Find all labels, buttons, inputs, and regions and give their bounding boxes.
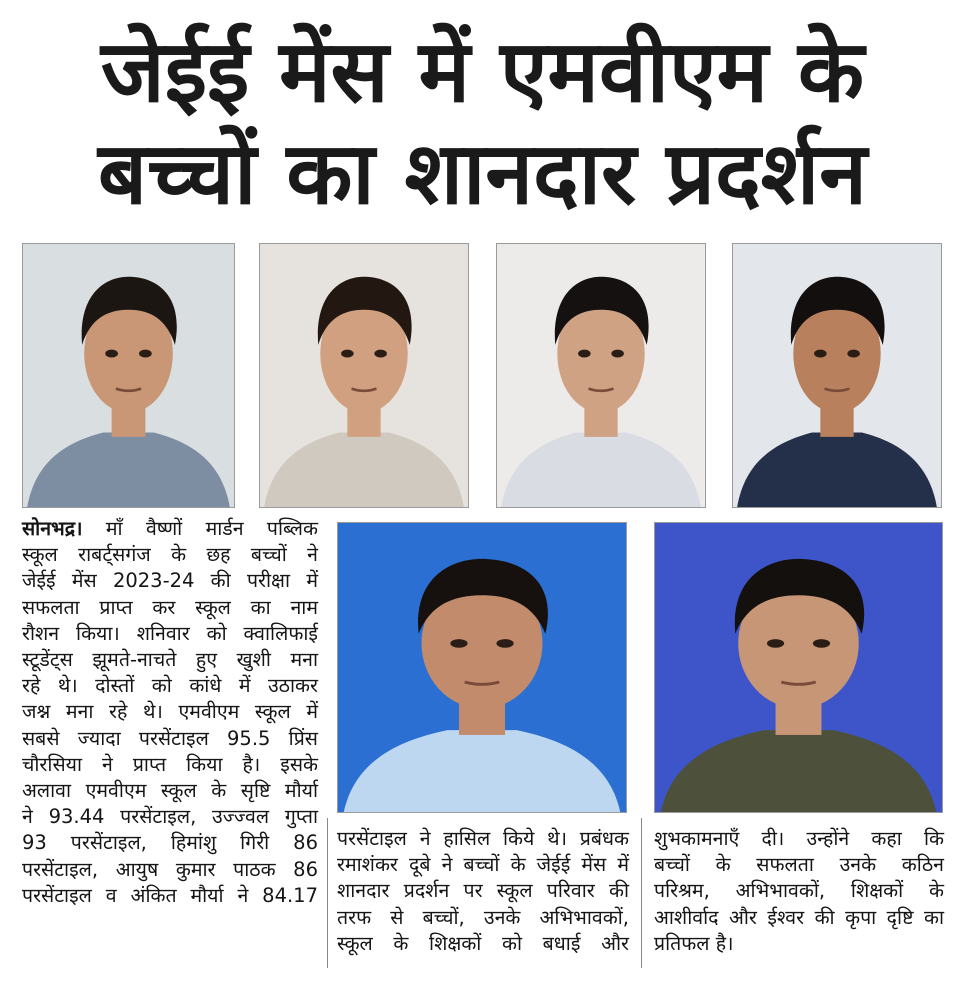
article-column-2: [337, 826, 629, 957]
headline-line-1: जेईई मेंस में एमवीएम के: [100, 22, 865, 122]
article-line: जेईई मेंस 2023-24 की परीक्षा में: [22, 569, 318, 593]
article-line: स्टूडेंट्स झूमते-नाचते हुए खुशी मना: [22, 648, 318, 672]
column-divider: [327, 818, 328, 968]
article-line: सफलता प्राप्त कर स्कूल का नाम: [22, 595, 318, 619]
right-eye: [847, 350, 859, 358]
left-eye: [105, 350, 118, 358]
article-line: प्रतिफल है।: [654, 931, 734, 955]
article-column-1: [22, 516, 318, 909]
student-photo-3: [496, 243, 706, 508]
student-photo-5: [337, 522, 627, 813]
student-photo-4: [732, 243, 942, 508]
article-line: सोनभद्र। माँ वैष्णों मार्डन पब्लिक: [22, 517, 318, 540]
article-line: शुभकामनाएँ दी। उन्होंने कहा कि: [654, 827, 944, 850]
right-eye: [374, 350, 386, 358]
left-eye: [578, 350, 590, 358]
portrait-graphic: [338, 523, 626, 812]
article-line: सबसे ज्यादा परसेंटाइल 95.5 प्रिंस: [22, 726, 318, 750]
right-eye: [813, 639, 830, 648]
article-line: परिश्रम, अभिभावकों, शिक्षकों के: [654, 879, 944, 903]
article-line: बच्चों के सफलता उनके कठिन: [654, 853, 944, 877]
right-eye: [139, 350, 152, 358]
article-line: तरफ से बच्चों, उनके अभिभावकों,: [337, 905, 629, 929]
article-line: परसेंटाइल ने हासिल किये थे। प्रबंधक: [337, 827, 629, 850]
left-eye: [767, 639, 784, 648]
left-eye: [814, 350, 826, 358]
article-line: 93 परसेंटाइल, हिमांशु गिरी 86: [22, 831, 318, 855]
article-line: रमाशंकर दूबे ने बच्चों के जेईई मेंस में: [337, 853, 629, 877]
article-line: रौशन किया। शनिवार को क्वालिफाई: [22, 621, 318, 645]
column-divider: [641, 818, 642, 968]
left-eye: [450, 639, 467, 648]
article-line: आशीर्वाद और ईश्वर की कृपा दृष्टि का: [654, 905, 944, 929]
article-line: स्कूल के शिक्षकों को बधाई और: [337, 931, 629, 955]
article-line: जश्न मना रहे थे। एमवीएम स्कूल में: [22, 700, 318, 724]
article-line: परसेंटाइल, आयुष कुमार पाठक 86: [22, 857, 318, 881]
article-line: ने 93.44 परसेंटाइल, उज्ज्वल गुप्ता: [22, 805, 318, 829]
right-eye: [496, 639, 513, 648]
article-line: शानदार प्रदर्शन पर स्कूल परिवार की: [337, 879, 629, 903]
article-line: अलावा एमवीएम स्कूल के सृष्टि मौर्या: [22, 779, 318, 803]
portrait-graphic: [260, 244, 468, 507]
student-photo-2: [259, 243, 469, 508]
portrait-graphic: [23, 244, 234, 507]
portrait-graphic: [497, 244, 705, 507]
left-eye: [341, 350, 353, 358]
headline-line-2: बच्चों का शानदार प्रदर्शन: [98, 124, 867, 224]
article-column-3: [654, 826, 944, 957]
student-photo-1: [22, 243, 235, 508]
portrait-graphic: [655, 523, 942, 812]
right-eye: [611, 350, 623, 358]
portrait-graphic: [733, 244, 941, 507]
dateline: सोनभद्र।: [22, 517, 83, 540]
article-line: रहे थे। दोस्तों को कांधे में उठाकर: [22, 674, 318, 698]
article-line: स्कूल राबर्ट्सगंज के छह बच्चों ने: [22, 543, 318, 567]
student-photo-6: [654, 522, 943, 813]
article-line: परसेंटाइल व अंकित मौर्या ने 84.17: [22, 883, 318, 907]
article-line: चौरसिया ने प्राप्त किया है। इसके: [22, 752, 318, 776]
